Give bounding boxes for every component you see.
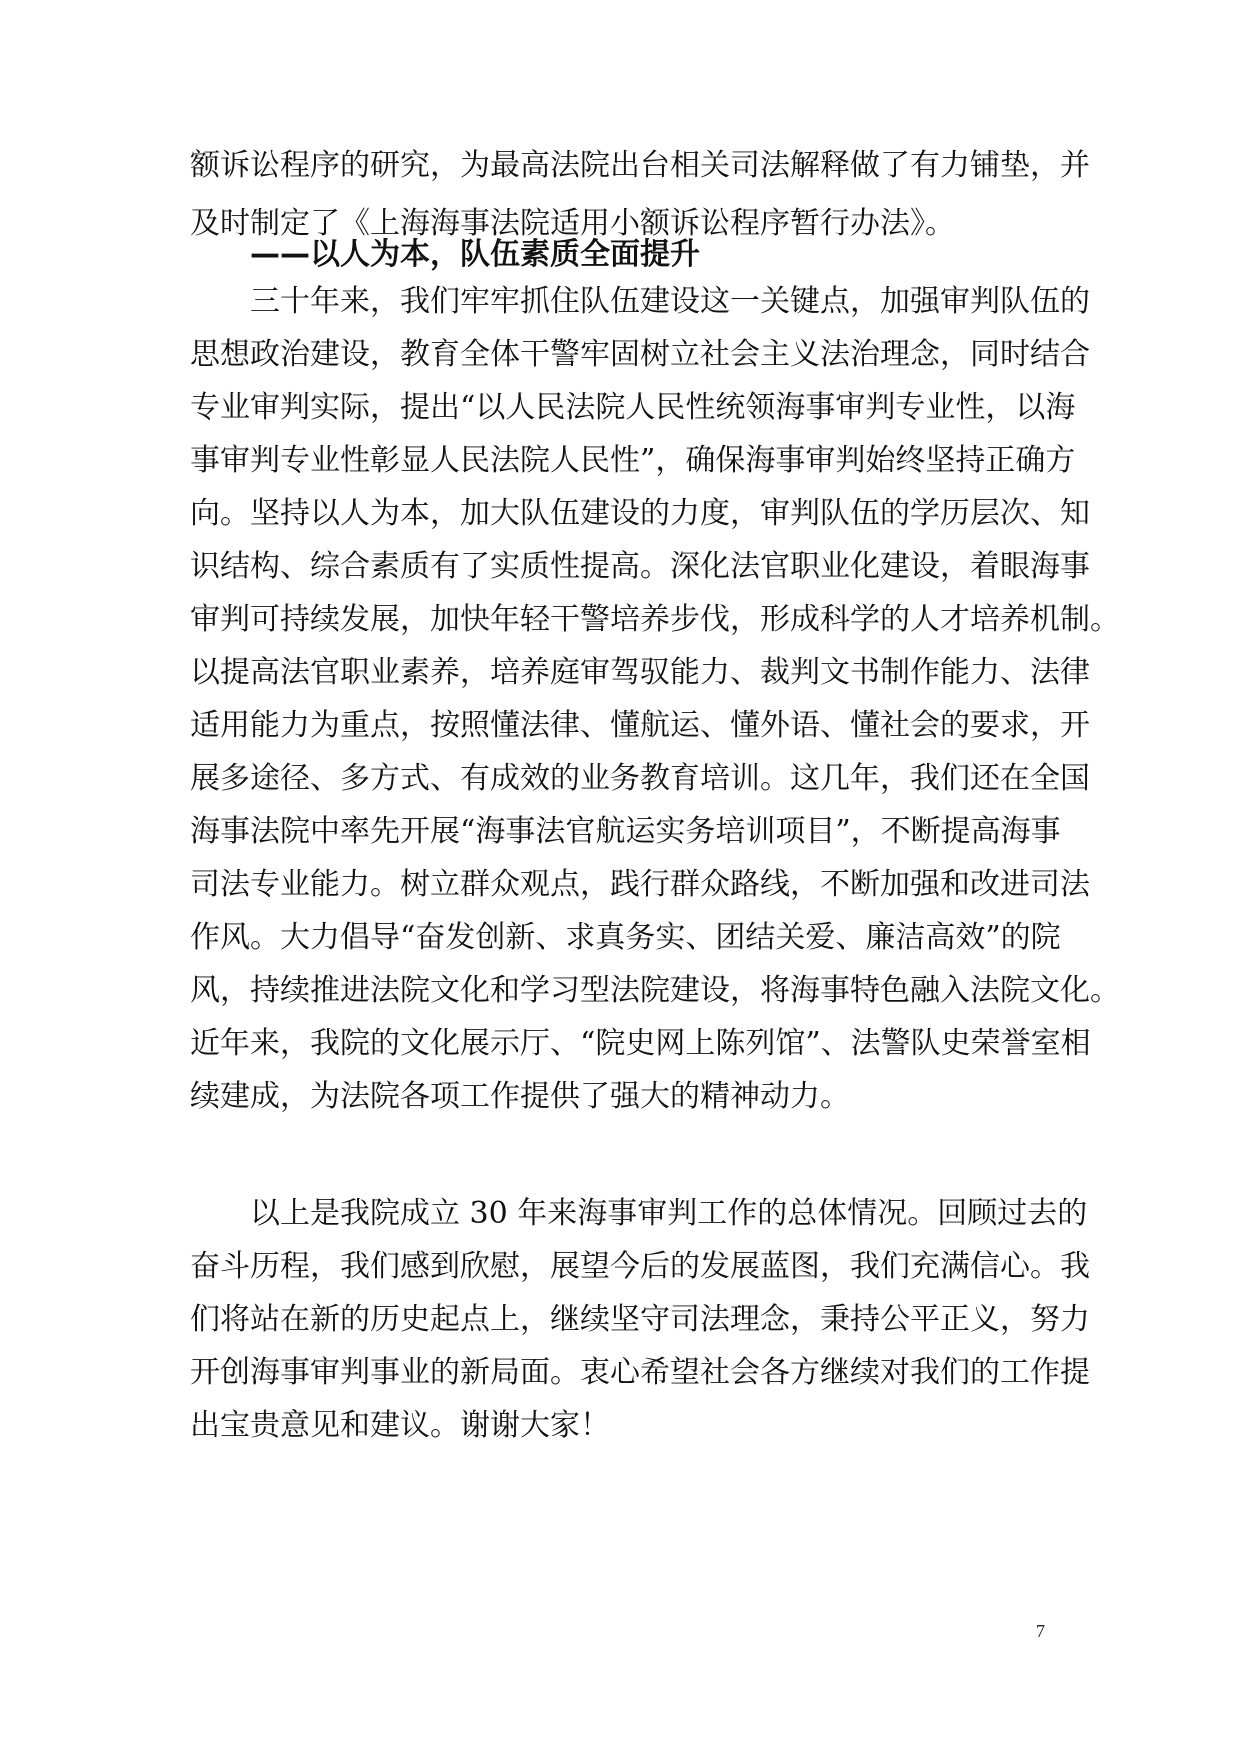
paragraph-3-line-3: 们将站在新的历史起点上，继续坚守司法理念，秉持公平正义，努力: [190, 1302, 1090, 1337]
paragraph-2-line-14: 风，持续推进法院文化和学习型法院建设，将海事特色融入法院文化。: [190, 973, 1120, 1008]
paragraph-1-line-2: 及时制定了《上海海事法院适用小额诉讼程序暂行办法》。: [190, 206, 955, 241]
paragraph-3-line-5: 出宝贵意见和建议。谢谢大家！: [190, 1408, 610, 1443]
paragraph-2-line-11: 海事法院中率先开展“海事法官航运实务培训项目”，不断提高海事: [190, 814, 1061, 849]
paragraph-2-line-3: 专业审判实际，提出“以人民法院人民性统领海事审判专业性，以海: [190, 390, 1076, 425]
paragraph-2-line-4: 事审判专业性彰显人民法院人民性”，确保海事审判始终坚持正确方: [190, 443, 1076, 478]
paragraph-2-line-9: 适用能力为重点，按照懂法律、懂航运、懂外语、懂社会的要求，开: [190, 708, 1090, 743]
page-number: 7: [1036, 1621, 1045, 1641]
paragraph-2-line-12: 司法专业能力。树立群众观点，践行群众路线，不断加强和改进司法: [190, 867, 1090, 902]
paragraph-3-line-2: 奋斗历程，我们感到欣慰，展望今后的发展蓝图，我们充满信心。我: [190, 1249, 1090, 1284]
paragraph-2-line-15: 近年来，我院的文化展示厅、“院史网上陈列馆”、法警队史荣誉室相: [190, 1026, 1091, 1061]
paragraph-2-line-1: 三十年来，我们牢牢抓住队伍建设这一关键点，加强审判队伍的: [250, 284, 1090, 319]
paragraph-3-line-1: 以上是我院成立 30 年来海事审判工作的总体情况。回顾过去的: [250, 1196, 1088, 1231]
paragraph-2-line-5: 向。坚持以人为本，加大队伍建设的力度，审判队伍的学历层次、知: [190, 496, 1090, 531]
paragraph-2-line-2: 思想政治建设，教育全体干警牢固树立社会主义法治理念，同时结合: [190, 337, 1090, 372]
paragraph-3-line-4: 开创海事审判事业的新局面。衷心希望社会各方继续对我们的工作提: [190, 1355, 1090, 1390]
paragraph-2-line-6: 识结构、综合素质有了实质性提高。深化法官职业化建设，着眼海事: [190, 549, 1090, 584]
paragraph-1-line-1: 额诉讼程序的研究，为最高法院出台相关司法解释做了有力铺垫，并: [190, 148, 1090, 183]
paragraph-2-line-10: 展多途径、多方式、有成效的业务教育培训。这几年，我们还在全国: [190, 761, 1090, 796]
section-heading: ——以人为本，队伍素质全面提升: [250, 237, 700, 272]
paragraph-2-line-7: 审判可持续发展，加快年轻干警培养步伐，形成科学的人才培养机制。: [190, 602, 1120, 637]
paragraph-2-line-16: 续建成，为法院各项工作提供了强大的精神动力。: [190, 1079, 850, 1114]
paragraph-2-line-8: 以提高法官职业素养，培养庭审驾驭能力、裁判文书制作能力、法律: [190, 655, 1090, 690]
paragraph-2-line-13: 作风。大力倡导“奋发创新、求真务实、团结关爱、廉洁高效”的院: [190, 920, 1061, 955]
